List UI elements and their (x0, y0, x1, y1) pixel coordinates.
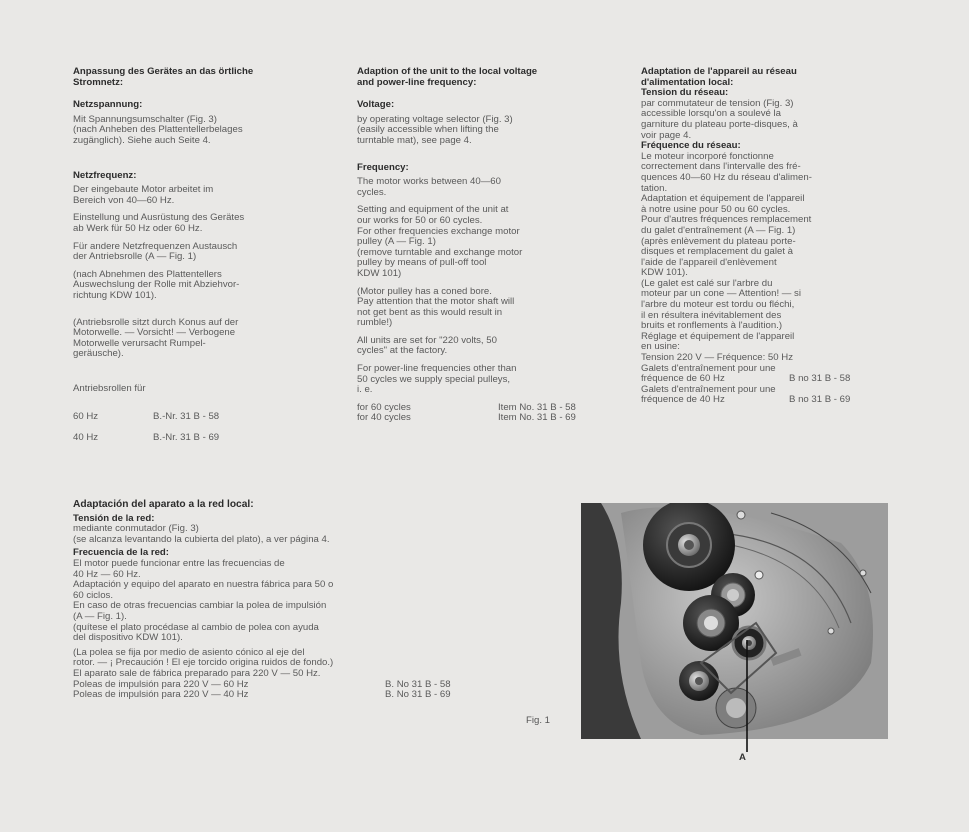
text-line: 50 cycles we supply special pulleys, (357, 373, 511, 385)
text-line: il en résultera inévitablement des (641, 309, 782, 321)
spanish-frequency-heading: Frecuencia de la red: (73, 547, 169, 559)
part-frequency: 40 Hz (73, 432, 99, 444)
spanish-title: Adaptación del aparato a la red local: (73, 499, 254, 510)
part-frequency: for 60 cycles (357, 401, 411, 413)
text-line: Tension 220 V — Fréquence: 50 Hz (641, 352, 793, 364)
part-row (73, 690, 483, 701)
text-line: l'aide de l'appareil d'enlèvement (641, 256, 777, 268)
text-line: 40 Hz — 60 Hz. (73, 568, 141, 580)
french-frequency-heading: Fréquence du réseau: (641, 140, 741, 152)
text-line: (La polea se fija por medio de asiento cónico al eje del (73, 646, 305, 658)
text-line: All units are set for "220 volts, 50 (357, 334, 497, 346)
text-line: El motor puede funcionar entre las frecuencias de (73, 557, 285, 569)
text-line: our works for 50 or 60 cycles. (357, 214, 483, 226)
text-line: Galets d'entraînement pour une (641, 362, 776, 374)
text-line: quences 40—60 Hz du réseau d'alimen- (641, 171, 812, 183)
text-line: (nach Anheben des Plattentellerbelages (73, 124, 243, 136)
text-line: (Antriebsrolle sitzt durch Konus auf der (73, 316, 239, 328)
part-number: B no 31 B - 69 (789, 394, 851, 406)
text-line: by operating voltage selector (Fig. 3) (357, 113, 513, 125)
spanish-section (73, 500, 483, 701)
part-number: B. No 31 B - 58 (385, 678, 451, 690)
text-line: i. e. (357, 384, 373, 396)
german-title: Anpassung des Gerätes an das örtliche (73, 66, 254, 77)
part-number: Item No. 31 B - 69 (498, 412, 576, 424)
text-line: Adaptación y equipo del aparato en nuestra fábrica para 50 o (73, 579, 334, 591)
text-line: Bereich von 40—60 Hz. (73, 194, 175, 206)
text-line: correctement dans l'intervalle des fré- (641, 161, 801, 173)
english-frequency-heading: Frequency: (357, 161, 409, 173)
text-line: Auswechslung der Rolle mit Abziehvor- (73, 279, 240, 291)
text-line: Setting and equipment of the unit at (357, 204, 509, 216)
text-line: (easily accessible when lifting the (357, 124, 499, 136)
text-line: l'arbre du moteur est tordu ou fléchi, (641, 299, 795, 311)
text-line: en usine: (641, 341, 680, 353)
text-line: à notre usine pour 50 ou 60 cycles. (641, 203, 791, 215)
english-voltage-heading: Voltage: (357, 99, 395, 111)
text-line: geräusche). (73, 348, 124, 360)
text-line: The motor works between 40—60 (357, 176, 501, 188)
text-line: rumble!) (357, 317, 393, 329)
french-title: Adaptation de l'appareil au réseau (641, 66, 797, 77)
part-label: Poleas de impulsión para 220 V — 60 Hz (73, 678, 249, 690)
german-section (73, 67, 331, 444)
text-line: garniture du plateau porte-disques, à (641, 118, 798, 130)
text-line: pulley (A — Fig. 1) (357, 236, 436, 248)
french-voltage-heading: Tension du réseau: (641, 87, 729, 99)
text-line: For other frequencies exchange motor (357, 225, 520, 237)
text-line: En caso de otras frecuencias cambiar la polea de impulsión (73, 600, 327, 612)
text-line: cycles" at the factory. (357, 345, 448, 357)
english-title: Adaption of the unit to the local voltage (357, 66, 538, 77)
part-row (357, 413, 615, 424)
french-section (641, 67, 899, 406)
text-line: der Antriebsrolle (A — Fig. 1) (73, 251, 197, 263)
text-line: Motorwelle. — Vorsicht! — Verbogene (73, 327, 236, 339)
text-line: accessible lorsqu'on a soulevé la (641, 108, 781, 120)
turntable-mechanism-photo (581, 503, 888, 739)
text-line: Le moteur incorporé fonctionne (641, 150, 774, 162)
text-line: 60 ciclos. (73, 589, 113, 601)
text-line: bruits et ronflements à l'audition.) (641, 320, 783, 332)
text-line: disques et remplacement du galet à (641, 246, 793, 258)
part-row (641, 395, 899, 406)
text-line: Adaptation et équipement de l'appareil (641, 193, 805, 205)
german-voltage-heading: Netzspannung: (73, 99, 143, 111)
english-title-2: and power-line frequency: (357, 76, 477, 88)
figure-caption: Fig. 1 (526, 715, 550, 726)
text-line: For power-line frequencies other than (357, 363, 517, 375)
text-line: Pour d'autres fréquences remplacement (641, 214, 812, 226)
part-label: Poleas de impulsión para 220 V — 40 Hz (73, 689, 249, 701)
text-line: tation. (641, 182, 668, 194)
pointer-line (745, 640, 749, 752)
text-line: Galets d'entraînement pour une (641, 383, 776, 395)
french-title-2: d'alimentation local: (641, 76, 734, 88)
part-row (73, 412, 331, 423)
english-section (357, 67, 615, 424)
text-line: Motorwelle verursacht Rumpel- (73, 337, 206, 349)
text-line: (A — Fig. 1). (73, 610, 127, 622)
part-number: B no 31 B - 58 (789, 373, 851, 385)
part-frequency: 60 Hz (73, 411, 99, 423)
text-line: Réglage et équipement de l'appareil (641, 330, 795, 342)
text-line: moteur par un cone — Attention! — si (641, 288, 801, 300)
text-line: zugänglich). Siehe auch Seite 4. (73, 134, 211, 146)
text-line: Für andere Netzfrequenzen Austausch (73, 240, 238, 252)
text-line: (remove turntable and exchange motor (357, 246, 523, 258)
text-line: KDW 101). (641, 267, 688, 279)
part-frequency: fréquence de 60 Hz (641, 373, 725, 385)
text-line: Mit Spannungsumschalter (Fig. 3) (73, 113, 217, 125)
text-line: Pay attention that the motor shaft will (357, 296, 515, 308)
text-line: (quítese el plato procédase al cambio de polea con ayuda (73, 621, 319, 633)
part-number: B.-Nr. 31 B - 69 (153, 432, 220, 444)
text-line: (Motor pulley has a coned bore. (357, 285, 492, 297)
text-line: voir page 4. (641, 129, 692, 141)
text-line: KDW 101) (357, 267, 402, 279)
german-frequency-heading: Netzfrequenz: (73, 169, 137, 181)
part-number: Item No. 31 B - 58 (498, 401, 576, 413)
spanish-voltage-heading: Tensión de la red: (73, 512, 155, 524)
text-line: Antriebsrollen für (73, 382, 146, 394)
part-number: B. No 31 B - 69 (385, 689, 451, 701)
text-line: pulley by means of pull-off tool (357, 257, 487, 269)
text-line: ab Werk für 50 Hz oder 60 Hz. (73, 222, 203, 234)
figure-label-a: A (739, 752, 746, 763)
part-frequency: fréquence de 40 Hz (641, 394, 725, 406)
part-frequency: for 40 cycles (357, 412, 411, 424)
text-line: (se alcanza levantando la cubierta del plato), a ver página 4. (73, 533, 330, 545)
text-line: (Le galet est calé sur l'arbre du (641, 277, 773, 289)
text-line: du galet d'entraînement (A — Fig. 1) (641, 224, 796, 236)
part-row (73, 433, 331, 444)
text-line: turntable mat), see page 4. (357, 134, 472, 146)
german-title-2: Stromnetz: (73, 76, 124, 88)
text-line: Der eingebaute Motor arbeitet im (73, 184, 214, 196)
text-line: (nach Abnehmen des Plattentellers (73, 268, 222, 280)
text-line: rotor. — ¡ Precaución ! El eje torcido origina ruidos de fondo.) (73, 657, 334, 669)
text-line: not get bent as this would result in (357, 306, 503, 318)
text-line: del dispositivo KDW 101). (73, 632, 183, 644)
text-line: cycles. (357, 186, 387, 198)
text-line: Einstellung und Ausrüstung des Gerätes (73, 212, 245, 224)
text-line: El aparato sale de fábrica preparado para 220 V — 50 Hz. (73, 667, 321, 679)
text-line: par commutateur de tension (Fig. 3) (641, 97, 794, 109)
text-line: mediante conmutador (Fig. 3) (73, 523, 199, 535)
text-line: richtung KDW 101). (73, 289, 157, 301)
text-line: (après enlèvement du plateau porte- (641, 235, 796, 247)
part-number: B.-Nr. 31 B - 58 (153, 411, 220, 423)
